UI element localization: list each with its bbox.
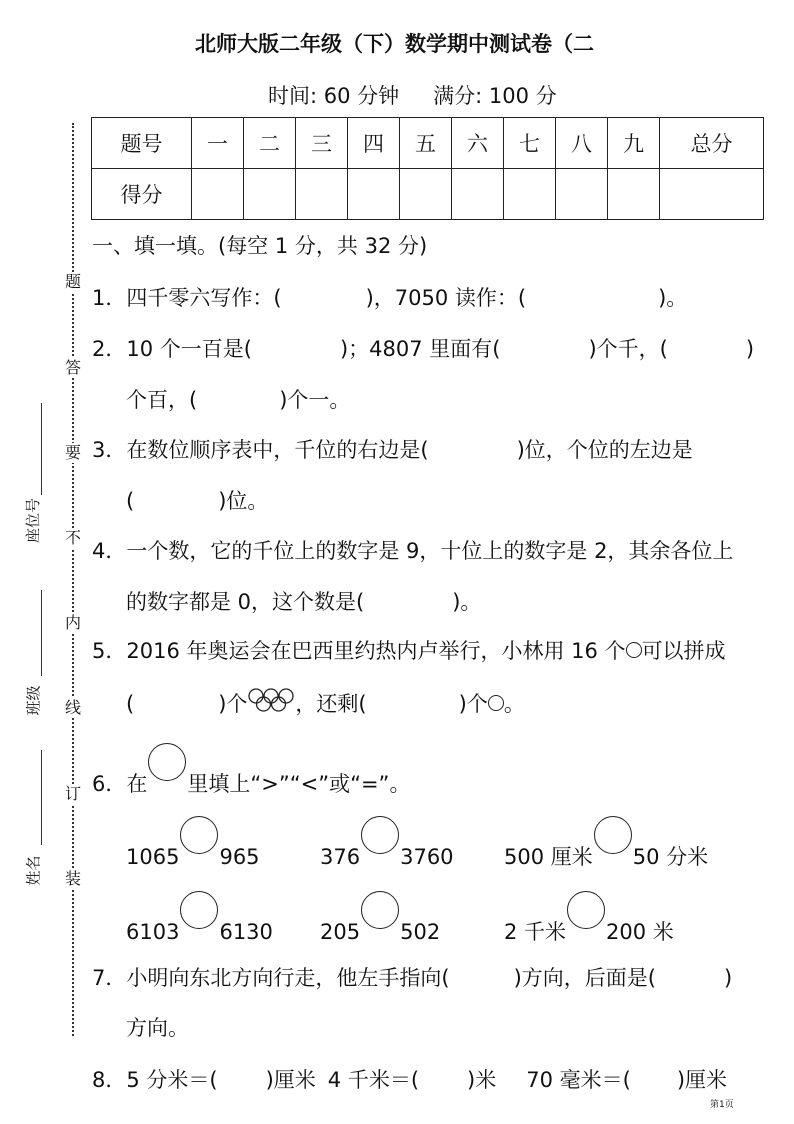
- score-input[interactable]: [608, 169, 660, 220]
- cell-q8: 八: [556, 118, 608, 169]
- margin-char: 题: [64, 272, 81, 291]
- name-label: 姓名: [24, 855, 43, 886]
- exam-full-score: 满分: 100 分: [433, 84, 557, 108]
- question-7: 7．小明向东北方向行走，他左手指向( )方向，后面是( ): [92, 966, 733, 990]
- compare-circle[interactable]: [180, 891, 218, 929]
- compare-circle[interactable]: [361, 891, 399, 929]
- seat-number-label: 座位号: [24, 497, 43, 544]
- score-input[interactable]: [192, 169, 244, 220]
- question-7-cont: 方向。: [126, 1016, 189, 1040]
- score-input[interactable]: [556, 169, 608, 220]
- score-input[interactable]: [452, 169, 504, 220]
- comparison-item: 500 厘米 50 分米: [504, 830, 708, 871]
- compare-circle[interactable]: [180, 816, 218, 854]
- compare-circle[interactable]: [361, 816, 399, 854]
- question-5: 5．2016 年奥运会在巴西里约热内卢举行，小林用 16 个 可以拼成: [92, 639, 726, 663]
- cell-q9: 九: [608, 118, 660, 169]
- score-input[interactable]: [504, 169, 556, 220]
- score-input[interactable]: [660, 169, 764, 220]
- comparison-item: 6103 6130: [126, 905, 273, 946]
- question-5-cont: ( )个 ，还剩( )个 。: [126, 687, 525, 718]
- score-input[interactable]: [400, 169, 452, 220]
- question-3-cont: ( )位。: [126, 489, 269, 513]
- comparison-item: 2 千米 200 米: [504, 905, 674, 946]
- circle-icon: [626, 642, 642, 658]
- cell-q1: 一: [192, 118, 244, 169]
- margin-char: 要: [64, 443, 81, 462]
- olympic-rings-icon: [247, 687, 295, 713]
- circle-icon: [488, 695, 504, 711]
- comparison-item: 1065 965: [126, 830, 260, 871]
- cell-q3: 三: [296, 118, 348, 169]
- score-input[interactable]: [296, 169, 348, 220]
- cell-total: 总分: [660, 118, 764, 169]
- question-2-cont: 个百，( )个一。: [126, 388, 351, 412]
- margin-char: 内: [64, 613, 81, 632]
- score-value-row: [92, 169, 764, 220]
- name-line[interactable]: [41, 750, 42, 845]
- cell-q7: 七: [504, 118, 556, 169]
- seat-number-line[interactable]: [41, 403, 42, 495]
- margin-char: 装: [64, 869, 81, 888]
- cell-label: 题号: [92, 118, 192, 169]
- question-4-cont: 的数字都是 0，这个数是( )。: [126, 590, 482, 614]
- score-input[interactable]: [348, 169, 400, 220]
- section-heading: 一、填一填。(每空 1 分，共 32 分): [92, 234, 428, 258]
- question-3: 3．在数位顺序表中，千位的右边是( )位，个位的左边是: [92, 438, 693, 462]
- cell-q4: 四: [348, 118, 400, 169]
- exam-meta: [268, 80, 557, 110]
- page-number: 第1页: [710, 1100, 734, 1110]
- margin-char: 订: [64, 784, 81, 803]
- cell-q2: 二: [244, 118, 296, 169]
- question-4: 4．一个数，它的千位上的数字是 9，十位上的数字是 2，其余各位上: [92, 539, 734, 563]
- compare-circle[interactable]: [594, 816, 632, 854]
- class-label: 班级: [24, 685, 43, 716]
- page-title: 北师大版二年级（下）数学期中测试卷（二: [195, 32, 594, 56]
- margin-char: 答: [64, 358, 81, 377]
- question-2: 2．10 个一百是( )；4807 里面有( )个千，( ): [92, 337, 755, 361]
- comparison-item: 376 3760: [320, 830, 454, 871]
- question-1: 1．四千零六写作：( )，7050 读作：( )。: [92, 286, 688, 310]
- binding-dotted-line: [72, 123, 74, 1036]
- class-line[interactable]: [41, 590, 42, 676]
- cell-score-label: 得分: [92, 169, 192, 220]
- question-8: 8．5 分米＝( )厘米 4 千米＝( )米 70 毫米＝( )厘米: [92, 1068, 728, 1092]
- margin-char: 不: [64, 528, 81, 547]
- comparison-item: 205 502: [320, 905, 440, 946]
- score-table: [91, 117, 764, 220]
- cell-q5: 五: [400, 118, 452, 169]
- cell-q6: 六: [452, 118, 504, 169]
- question-6: 6．在 里填上“>”“<”或“=”。: [92, 757, 410, 798]
- circle-icon: [148, 743, 186, 781]
- exam-time: 时间: 60 分钟: [268, 84, 400, 108]
- score-input[interactable]: [244, 169, 296, 220]
- margin-char: 线: [64, 698, 81, 717]
- score-header-row: [92, 118, 764, 169]
- compare-circle[interactable]: [567, 891, 605, 929]
